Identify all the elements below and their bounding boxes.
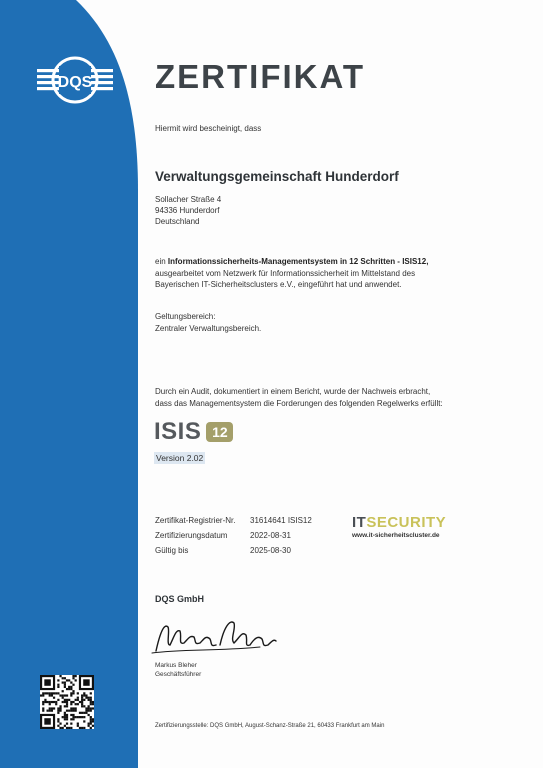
intro-text: Hiermit wird bescheinigt, dass [155, 124, 262, 133]
signature-icon [150, 615, 280, 660]
organization-address [155, 194, 221, 227]
standard-version: Version 2.02 [156, 453, 204, 463]
certificate-title: ZERTIFIKAT [155, 58, 366, 95]
registration-value: 31614641 ISIS12 [250, 516, 312, 525]
it-security-cluster-logo [352, 514, 446, 539]
audit-line: dass das Managementsystem die Forderungen des folgenden Regelwerks erfüllt: [155, 398, 443, 408]
description-line: Bayerischen IT-Sicherheitsclusters e.V., eingeführt hat und anwendet. [155, 280, 402, 289]
audit-statement [155, 386, 495, 409]
address-line: Sollacher Straße 4 [155, 195, 222, 204]
certification-description [155, 256, 485, 291]
scope-section [155, 311, 261, 334]
description-prefix: ein [155, 257, 168, 266]
registration-row [155, 543, 312, 558]
registration-value: 2025-08-30 [250, 546, 291, 555]
qr-code-icon [40, 675, 94, 729]
registration-value: 2022-08-31 [250, 531, 291, 540]
description-line: ausgearbeitet vom Netzwerk für Informationssicherheit im Mittelstand des [155, 268, 416, 278]
description-bold: Informationssicherheits-Managementsystem in 12 Schritten - ISIS12, [167, 257, 429, 266]
scope-label: Geltungsbereich: [155, 312, 216, 321]
registration-details [155, 513, 312, 558]
issuer-company: DQS GmbH [155, 594, 205, 604]
signer-block [155, 661, 201, 679]
signer-name: Markus Bleher [155, 662, 197, 669]
it-security-wordmark [352, 514, 446, 531]
signer-role: Geschäftsführer [155, 671, 202, 678]
address-line: Deutschland [155, 217, 200, 226]
dqs-logo-icon [37, 54, 113, 106]
certification-body-footer: Zertifizierungsstelle: DQS GmbH, August-Schanz-Straße 21, 60433 Frankfurt am Main [155, 723, 385, 729]
svg-text:DQS: DQS [57, 74, 93, 91]
registration-row [155, 528, 312, 543]
registration-label: Zertifizierungsdatum [155, 531, 228, 540]
audit-line: Durch ein Audit, dokumentiert in einem Bericht, wurde der Nachweis erbracht, [155, 387, 431, 396]
wordmark-security: SECURITY [366, 514, 447, 531]
isis-logo-text: ISIS [154, 418, 202, 445]
partner-url: www.it-sicherheitscluster.de [352, 532, 440, 539]
organization-name: Verwaltungsgemeinschaft Hunderdorf [155, 169, 399, 184]
scope-value: Zentraler Verwaltungsbereich. [155, 323, 262, 333]
wordmark-it: IT [352, 514, 367, 531]
isis-logo-badge: 12 [206, 422, 233, 442]
registration-row [155, 513, 312, 528]
registration-label: Gültig bis [155, 546, 189, 555]
registration-label: Zertifikat-Registrier-Nr. [155, 516, 236, 525]
address-line: 94336 Hunderdorf [155, 206, 220, 215]
isis12-logo [154, 418, 233, 446]
